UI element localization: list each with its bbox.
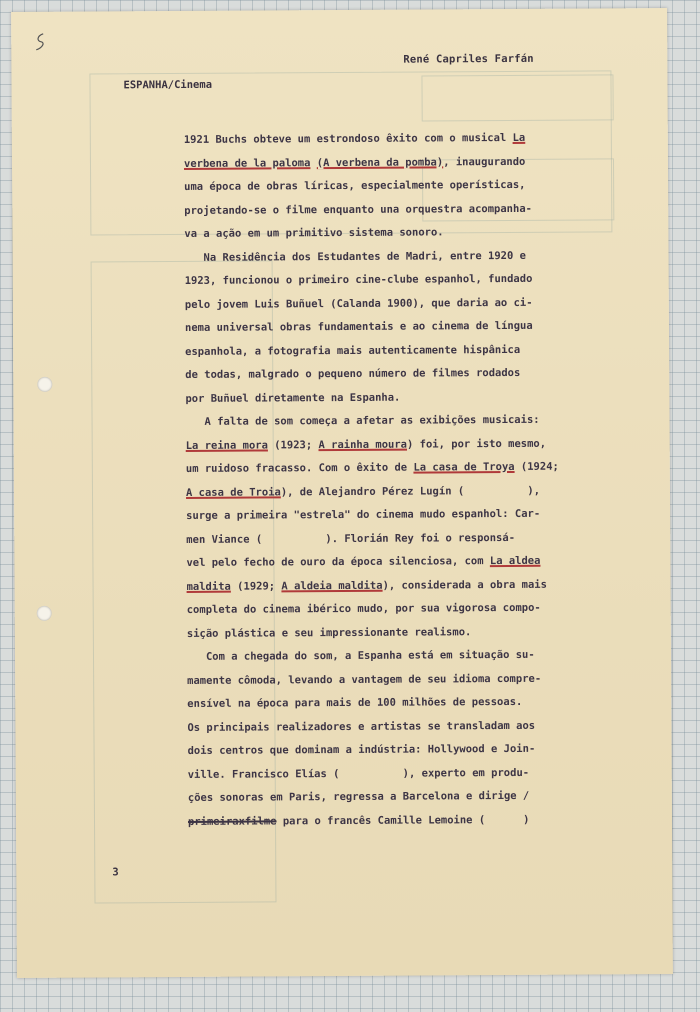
text-line [187, 620, 567, 646]
text-segment: ) foi, por isto mesmo, [406, 437, 547, 451]
underlined-title: La [512, 131, 526, 144]
author-name: René Capriles Farfán [403, 52, 534, 66]
text-line [188, 785, 568, 811]
underlined-title: A rainha moura [318, 438, 408, 451]
struck-text: primeiraxfilme [187, 814, 277, 828]
underlined-title: La casa de Troya [413, 460, 515, 474]
punch-hole-upper [37, 377, 52, 392]
text-segment: (1923; [267, 438, 319, 451]
text-segment: de todas, malgrado o pequeno número de filmes rodados [185, 366, 521, 381]
text-line [186, 479, 566, 505]
text-line [185, 338, 565, 364]
text-segment: um ruidoso fracasso. Com o êxito de [185, 461, 414, 475]
text-segment: Os principais realizadores e artistas se transladam aos [187, 719, 536, 734]
text-segment: mamente cômoda, levando a vantagem de seu idioma compre- [187, 672, 542, 687]
text-segment: 1921 Buchs obteve um estrondoso êxito com o musical [183, 131, 513, 146]
text-segment: ville. Francisco Elías ( ), experto em produ- [187, 766, 530, 781]
text-segment: sição plástica e seu impressionante realismo. [186, 625, 472, 640]
text-line [184, 150, 564, 176]
text-line [185, 315, 565, 341]
text-segment: ), considerada a obra mais [382, 578, 547, 592]
text-line [184, 197, 564, 223]
page-number: 3 [112, 866, 119, 879]
text-line [186, 526, 566, 552]
punch-hole-lower [37, 606, 52, 621]
text-segment: 1923, funcionou o primeiro cine-clube espanhol, fundado [184, 272, 533, 287]
text-segment: dois centros que dominam a indústria: Hollywood e Join- [187, 742, 536, 757]
text-line [187, 597, 567, 623]
underlined-title: A aldeia maldita [281, 579, 383, 592]
underlined-title: A casa de Troia [185, 485, 281, 499]
underlined-title: (A verbena da pomba) [316, 155, 444, 169]
show-through-masthead [421, 74, 613, 121]
text-line [187, 644, 567, 670]
text-line [185, 268, 565, 294]
text-segment: para o francês Camille Lemoine ( ) [276, 813, 530, 827]
text-segment: ), de Alejandro Pérez Lugín ( ), [280, 484, 541, 498]
text-line [187, 691, 567, 717]
text-line [184, 221, 564, 247]
text-segment: A falta de som começa a afetar as exibições musicais: [185, 413, 540, 428]
text-line [186, 550, 566, 576]
text-segment: vel pelo fecho de ouro da época silenciosa, com [186, 555, 490, 569]
text-segment: projetando-se o filme enquanto una orquestra acompanha- [184, 202, 532, 217]
text-line [186, 503, 566, 529]
text-segment: espanhola, a fotografia mais autenticamente hispânica [185, 343, 521, 358]
text-line [185, 291, 565, 317]
text-segment: nema universal obras fundamentais e ao cinema de língua [184, 319, 533, 334]
underlined-title: maldita [186, 580, 231, 593]
text-line [188, 761, 568, 787]
text-segment: pelo jovem Luis Buñuel (Calanda 1900), que daria ao ci- [184, 296, 533, 311]
text-line [185, 385, 565, 411]
text-segment: , inaugurando [443, 155, 526, 168]
text-line [188, 808, 568, 834]
text-segment: ensível na época para mais de 100 milhões de pessoas. [187, 695, 523, 710]
underlined-title: La reina mora [185, 438, 268, 452]
text-segment: (1929; [230, 579, 282, 593]
underlined-title: La aldea [489, 554, 541, 568]
text-segment: completa do cinema ibérico mudo, por sua vigorosa compo- [186, 601, 541, 616]
text-line [184, 244, 564, 270]
text-line [184, 127, 564, 153]
text-segment: va a ação em um primitivo sistema sonoro. [184, 226, 444, 240]
text-line [187, 714, 567, 740]
text-line [186, 432, 566, 458]
text-line [185, 362, 565, 388]
pencil-mark-icon [33, 32, 47, 54]
text-line [187, 667, 567, 693]
text-line [184, 174, 564, 200]
text-segment: ções sonoras em Paris, regressa a Barcelona e dirige / [187, 789, 530, 804]
text-segment: uma época de obras líricas, especialmente operísticas, [184, 178, 526, 193]
text-segment: Na Residência dos Estudantes de Madri, entre 1920 e [184, 249, 526, 264]
text-segment: (1924; [514, 460, 559, 473]
text-segment: men Viance ( ). Florián Rey foi o responsá- [186, 531, 516, 546]
text-segment: por Buñuel diretamente na Espanha. [185, 391, 401, 405]
text-line [188, 738, 568, 764]
text-segment: surge a primeira "estrela" do cinema mudo espanhol: Car- [186, 507, 541, 522]
text-line [185, 409, 565, 435]
typed-page [11, 8, 673, 978]
text-line [186, 456, 566, 482]
section-heading: ESPANHA/Cinema [123, 78, 213, 92]
text-line [187, 573, 567, 599]
text-segment: Com a chegada do som, a Espanha está em situação su- [186, 648, 535, 663]
underlined-title: verbena de la paloma [183, 156, 311, 170]
body-text [184, 127, 568, 834]
